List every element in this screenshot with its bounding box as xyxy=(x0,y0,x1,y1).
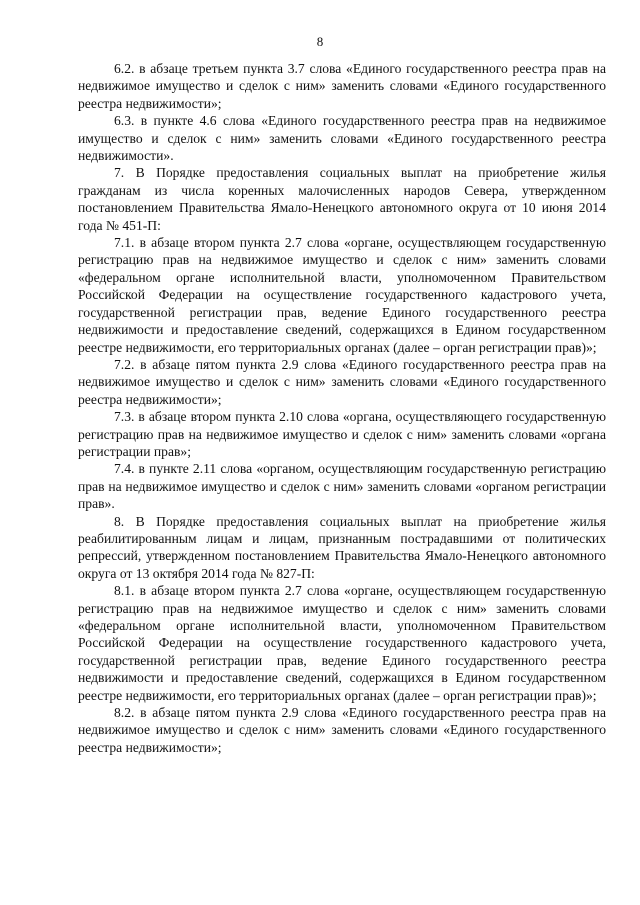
document-body xyxy=(78,60,606,756)
paragraph-7-4: 7.4. в пункте 2.11 слова «органом, осуществляющим государственную регистрацию прав на недвижимое имущество и сделок с ним» заменить словами «органом регистрации прав». xyxy=(78,461,606,512)
paragraph-7-1: 7.1. в абзаце втором пункта 2.7 слова «органе, осуществляющем государственную регистрацию прав на недвижимое имущество и сделок с ним» заменить словами «федеральном органе исполнительной власти, уполномоченном Правительством Российской Федерации на осуществление государственного кадастрового учета, государственной регистрации прав, ведение Единого государственного реестра недвижимости и предоставление сведений, содержащихся в Едином государственном реестре недвижимости, его территориальных органах (далее – орган регистрации прав)»; xyxy=(78,235,606,355)
paragraph-8-1: 8.1. в абзаце втором пункта 2.7 слова «органе, осуществляющем государственную регистрацию прав на недвижимое имущество и сделок с ним» заменить словами «федеральном органе исполнительной власти, уполномоченном Правительством Российской Федерации на осуществление государственного кадастрового учета, государственной регистрации прав, ведение Единого государственного реестра недвижимости и предоставление сведений, содержащихся в Едином государственном реестре недвижимости, его территориальных органах (далее – орган регистрации прав)»; xyxy=(78,583,606,703)
paragraph-7-2: 7.2. в абзаце пятом пункта 2.9 слова «Единого государственного реестра прав на недвижимое имущество и сделок с ним» заменить словами «Единого государственного реестра недвижимости»; xyxy=(78,356,606,407)
paragraph-7: 7. В Порядке предоставления социальных выплат на приобретение жилья гражданам из числа коренных малочисленных народов Севера, утвержденном постановлением Правительства Ямало-Ненецкого автономного округа от 10 июня 2014 года № 451-П: xyxy=(78,165,606,233)
paragraph-8: 8. В Порядке предоставления социальных выплат на приобретение жилья реабилитированным лицам и лицам, признанным пострадавшими от политических репрессий, утвержденном постановлением Правительства Ямало-Ненецкого автономного округа от 13 октября 2014 года № 827-П: xyxy=(78,513,606,581)
paragraph-8-2: 8.2. в абзаце пятом пункта 2.9 слова «Единого государственного реестра прав на недвижимое имущество и сделок с ним» заменить словами «Единого государственного реестра недвижимости»; xyxy=(78,705,606,755)
paragraph-6-2: 6.2. в абзаце третьем пункта 3.7 слова «Единого государственного реестра прав на недвижимое имущество и сделок с ним» заменить словами «Единого государственного реестра недвижимости»; xyxy=(78,61,606,111)
page-number: 8 xyxy=(316,34,324,49)
paragraph-7-3: 7.3. в абзаце втором пункта 2.10 слова «органа, осуществляющего государственную регистрацию прав на недвижимое имущество и сделок с ним» заменить словами «органа регистрации прав»; xyxy=(78,409,606,459)
paragraph-6-3: 6.3. в пункте 4.6 слова «Единого государственного реестра прав на недвижимое имущество и сделок с ним» заменить словами «Единого государственного реестра недвижимости». xyxy=(78,113,606,164)
